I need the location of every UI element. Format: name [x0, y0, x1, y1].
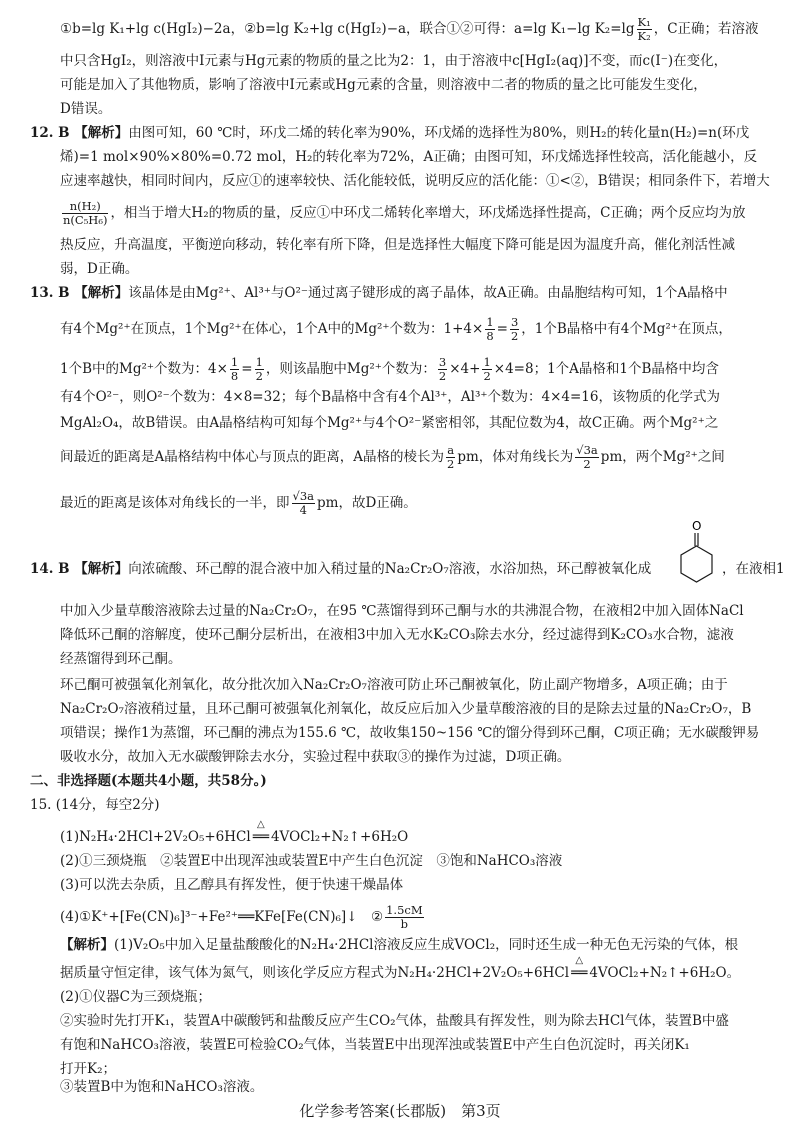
q14-line-1-end: ，在液相1 [722, 561, 785, 577]
q15-explain-2: 据质量守恒定律，该气体为氮气，则该化学反应方程式为N₂H₄·2HCl+2V₂O₅+6HCl △ ══ 4VOCl₂+N₂↑+6H₂O。 [60, 964, 740, 982]
q14-line-1: 14. B 【解析】向浓硫酸、环己醇的混合液中加入稍过量的Na₂Cr₂O₇溶液，水浴加热，环己醇被氧化成 [30, 561, 652, 577]
q11-line-3: 可能是加入了其他物质，影响了溶液中I元素或Hg元素的含量，则溶液中二者的物质的量之比可能发生变化， [60, 77, 707, 93]
q15-answer-4: (4)①K⁺+[Fe(CN)₆]³⁻+Fe²⁺══KFe[Fe(CN)₆]↓ ② $\frac{1.5cM}{b}$ [60, 903, 423, 931]
q15-explain-3: (2)①仪器C为三颈烧瓶； [60, 989, 211, 1005]
q13-line-6: 间最近的距离是A晶格结构中体心与顶点的距离，A晶格的棱长为 $\frac{a}{2}$ pm，体对角线长为 $\frac{√3a}{2}$ pm，两个Mg²⁺之间 [60, 443, 725, 471]
q15-explain-5: 有饱和NaHCO₃溶液，装置E可检验CO₂气体，当装置E中出现浑浊或装置E中产生白色沉淀时，再关闭K₁ [60, 1037, 690, 1053]
fraction-1-8: $\frac{1}{8}$ [486, 315, 494, 343]
q13-line-4: 有4个O²⁻，则O²⁻个数为：4×8=32；每个B晶格中含有4个Al³⁺，Al³⁺个数为：4×4=16，该物质的化学式为 [60, 389, 720, 405]
q14-line-5: 环己酮可被强氧化剂氧化，故分批次加入Na₂Cr₂O₇溶液可防止环己酮被氧化，防止副产物增多，A项正确；由于 [60, 677, 728, 693]
fraction-sqrt3a-2: $\frac{√3a}{2}$ [576, 443, 598, 471]
q12-line-5: 热反应，升高温度，平衡逆向移动，转化率有所下降，但是选择性大幅度下降可能是因为温度升高，催化剂活性减 [60, 237, 735, 253]
q12-line-1: 12. B 【解析】由图可知，60 ℃时，环戊二烯的转化率为90%，环戊烯的选择性为80%，则H₂的转化量n(H₂)=n(环戊 [30, 125, 750, 141]
cyclohexanone-structure [670, 520, 726, 592]
q14-line-6: Na₂Cr₂O₇溶液稍过量，且环己酮可被强氧化剂氧化，故反应后加入少量草酸溶液的目的是除去过量的Na₂Cr₂O₇，B [60, 701, 752, 717]
q14-line-3: 降低环己酮的溶解度，使环己酮分层析出，在液相3中加入无水K₂CO₃除去水分，经过滤得到K₂CO₃水合物，滤液 [60, 627, 734, 643]
q13-line-5: MgAl₂O₄，故B错误。由A晶格结构可知每个Mg²⁺与4个O²⁻紧密相邻，其配位数为4，故C正确。两个Mg²⁺之 [60, 415, 719, 431]
q14-line-2: 中加入少量草酸溶液除去过量的Na₂Cr₂O₇，在95 ℃蒸馏得到环己酮与水的共沸混合物，在液相2中加入固体NaCl [60, 603, 744, 619]
q12-line-3: 应速率越快，相同时间内，反应①的速率较快、活化能较低，说明反应的活化能：①<②，B错误；相同条件下，若增大 [60, 173, 770, 189]
q15-answer-2: (2)①三颈烧瓶 ②装置E中出现浑浊或装置E中产生白色沉淀 ③饱和NaHCO₃溶液 [60, 853, 563, 869]
fraction-1-2: $\frac{1}{2}$ [255, 355, 263, 383]
q12-line-4: $\frac{\text{n(H₂)}}{\text{n(C₅H₆)}}$ ，相当于增大H₂的物质的量，反应①中环戊二烯转化率增大，环戊烯选择性提高，C正确；两个反应均为放 [63, 199, 746, 227]
q13-line-3: 1个B中的Mg²⁺个数为：4× $\frac{1}{8}$ = $\frac{1}{2}$ ，则该晶胞中Mg²⁺个数为： $\frac{3}{2}$ ×4+ $\frac{1}{2}$ ×4=8；1个A晶格和1个B晶格中均含 [60, 355, 719, 383]
page-footer: 化学参考答案(长郡版) 第3页 [299, 1102, 501, 1120]
q14-line-8: 吸收水分，故加入无水碳酸钾除去水分，实验过程中获取③的操作为过滤，D项正确。 [60, 749, 571, 765]
q15-heading: 15. (14分，每空2分) [30, 797, 160, 813]
heat-triangle: △ [256, 819, 265, 830]
q13-line-1: 13. B 【解析】该晶体是由Mg²⁺、Al³⁺与O²⁻通过离子键形成的离子晶体，故A正确。由晶胞结构可知，1个A晶格中 [30, 285, 728, 301]
fraction-answer-4: $\frac{1.5cM}{b}$ [386, 903, 423, 931]
q13-line-7: 最近的距离是该体对角线长的一半，即 $\frac{√3a}{4}$ pm，故D正确。 [60, 489, 417, 517]
q15-explain-6: 打开K₂； [60, 1061, 116, 1077]
q11-line-2: 中只含HgI₂，则溶液中I元素与Hg元素的物质的量之比为2：1，由于溶液中c[HgI₂(aq)]不变，而c(I⁻)在变化， [60, 53, 728, 69]
q15-answer-1: (1)N₂H₄·2HCl+2V₂O₅+6HCl △ ══ 4VOCl₂+N₂↑+6H₂O [60, 828, 408, 846]
q14-line-7: 项错误；操作1为蒸馏，环己酮的沸点为155.6 ℃，故收集150~156 ℃的馏分得到环己酮，C项正确；无水碳酸钾易 [60, 725, 760, 741]
q15-explain-7: ③装置B中为饱和NaHCO₃溶液。 [60, 1079, 264, 1095]
q12-line-2: 烯)=1 mol×90%×80%=0.72 mol，H₂的转化率为72%，A正确；由图可知，环戊烯选择性较高，活化能越小，反 [60, 149, 758, 165]
fraction-k1-over-k2: $\frac{\text{K₁}}{\text{K₂}}$ [637, 15, 651, 43]
section-two-heading: 二、非选择题(本题共4小题，共58分。) [30, 773, 267, 789]
q15-explain-4: ②实验时先打开K₁，装置A中碳酸钙和盐酸反应产生CO₂气体，盐酸具有挥发性，则为除去HCl气体，装置B中盛 [60, 1013, 729, 1029]
fraction-a-2: $\frac{a}{2}$ [447, 443, 455, 471]
oxygen-label: O [692, 520, 702, 533]
fraction-sqrt3a-4: $\frac{√3a}{4}$ [292, 489, 315, 517]
fraction-nh2-over-nc5h6: $\frac{\text{n(H₂)}}{\text{n(C₅H₆)}}$ [63, 199, 108, 227]
fraction-1-8: $\frac{1}{8}$ [230, 355, 239, 383]
fraction-3-2: $\frac{3}{2}$ [438, 355, 447, 383]
fraction-3-2: $\frac{3}{2}$ [510, 315, 519, 343]
q15-explain-1: 【解析】(1)V₂O₅中加入足量盐酸酸化的N₂H₄·2HCl溶液反应生成VOCl₂，同时还生成一种无色无污染的气体，根 [60, 937, 739, 953]
q13-line-2: 有4个Mg²⁺在顶点，1个Mg²⁺在体心，1个A中的Mg²⁺个数为：1+4× $\frac{1}{8}$ = $\frac{3}{2}$ ，1个B晶格中有4个Mg²⁺在顶点， [60, 315, 732, 343]
q11-line-1: ①b=lg K₁+lg c(HgI₂)−2a，②b=lg K₂+lg c(HgI₂)−a，联合①②可得：a=lg K₁−lg K₂=lg $\frac{\text{K₁}}{\text{K₂}}$ ，C正确；若溶液 [60, 15, 759, 43]
q12-line-6: 弱，D正确。 [60, 261, 139, 277]
q14-line-4: 经蒸馏得到环己酮。 [60, 651, 182, 667]
heat-triangle: △ [575, 955, 584, 966]
q11-line-4: D错误。 [60, 101, 112, 117]
q15-answer-3: (3)可以洗去杂质，且乙醇具有挥发性，便于快速干燥晶体 [60, 877, 404, 893]
fraction-1-2: $\frac{1}{2}$ [483, 355, 491, 383]
